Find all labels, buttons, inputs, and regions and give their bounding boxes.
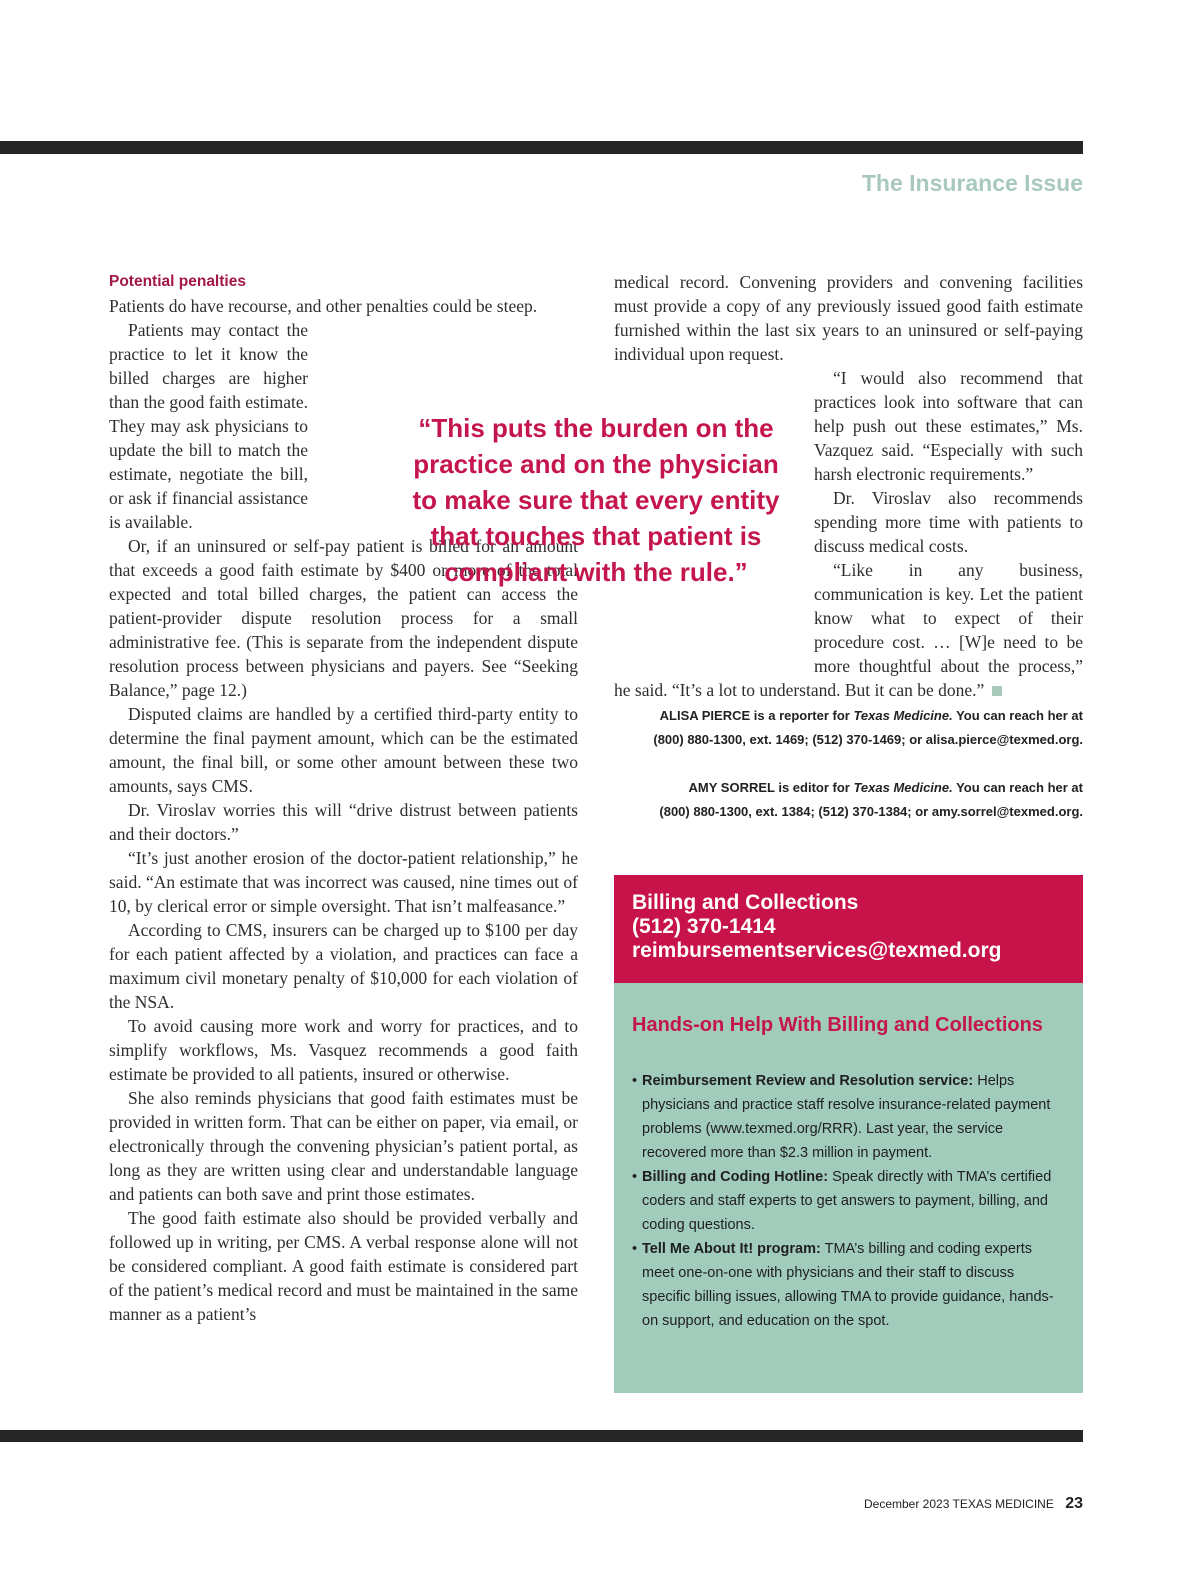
author-name: AMY SORREL [688, 780, 775, 795]
contact-email: reimbursementservices@texmed.org [632, 939, 1002, 962]
paragraph: medical record. Convening providers and convening facilities must provide a copy of any previously issued good faith estimate furnished within the last six years to an uninsured or self-paying individual upon request. [614, 272, 1083, 364]
paragraph: Dr. Viroslav worries this will “drive distrust between patients and their doctors.” [109, 800, 578, 844]
issue-date: December 2023 [863, 1497, 950, 1511]
author-bio: AMY SORREL is editor for Texas Medicine. You can reach her at (800) 880-1300, ext. 1384; (512) 370-1384; or amy.sorrel@texmed.org. [659, 776, 1083, 824]
billing-contact-box [614, 875, 1083, 983]
page-footer [864, 1495, 1083, 1513]
help-list [632, 1069, 1065, 1333]
author-contact: (800) 880-1300, ext. 1384; (512) 370-1384; or amy.sorrel@texmed.org. [659, 804, 1083, 819]
paragraph: Patients may contact the practice to let it know the billed charges are higher than the good faith estimate. They may ask physicians to update the bill to match the estimate, negotiate the bill, or ask if financial assistance is available. [109, 318, 578, 534]
paragraph: Dr. Viroslav also recommends spending more time with patients to discuss medical costs. [814, 488, 1083, 556]
help-title: Hands-on Help With Billing and Collections [632, 1014, 1043, 1036]
paragraph: The good faith estimate also should be provided verbally and followed up in writing, per CMS. A verbal response alone will not be considered compliant. A good faith estimate is considered part of the patient’s medical record and must be maintained in the same manner as a patient’s [109, 1208, 578, 1324]
list-item: • Reimbursement Review and Resolution service: Helps physicians and practice staff resolve insurance-related payment problems (www.texmed.org/RRR). Last year, the service recovered more than $2.3 million in payment. [632, 1069, 1065, 1165]
section-label: The Insurance Issue [861, 170, 1083, 196]
list-item: • Billing and Coding Hotline: Speak directly with TMA’s certified coders and staff experts to get answers to payment, billing, and coding questions. [632, 1165, 1065, 1237]
list-item: • Tell Me About It! program: TMA’s billing and coding experts meet one-on-one with physicians and their staff to discuss specific billing issues, allowing TMA to provide guidance, hands-on support, and education on the spot. [632, 1237, 1065, 1333]
end-mark-icon [992, 686, 1002, 696]
subhead: Potential penalties [109, 273, 246, 290]
pull-quote: “This puts the burden on the practice and on the physician to make sure that every entity that touches that patient is compliant with the rule.” [412, 413, 780, 587]
paragraph: Disputed claims are handled by a certified third-party entity to determine the final payment amount, which can be the estimated amount, the final bill, or some other amount between these two amounts, says CMS. [109, 704, 578, 796]
author-bio: ALISA PIERCE is a reporter for Texas Medicine. You can reach her at (800) 880-1300, ext. 1469; (512) 370-1469; or alisa.pierce@texmed.org. [653, 704, 1083, 752]
bullet-icon: • [632, 1241, 638, 1257]
help-sidebar [614, 983, 1083, 1393]
contact-title: Billing and Collections [632, 891, 859, 914]
bullet-icon: • [632, 1169, 638, 1185]
author-contact: (800) 880-1300, ext. 1469; (512) 370-1469; or alisa.pierce@texmed.org. [653, 732, 1083, 747]
page-number: 23 [1065, 1495, 1083, 1512]
paragraph: Or, if an uninsured or self-pay patient is billed for an amount that exceeds a good faith estimate by $400 or more of the total expected and total billed charges, the patient can access the patient-provider dispute resolution process for a small administrative fee. (This is separate from the independent dispute resolution process between physicians and payers. See “Seeking Balance,” page 12.) [109, 536, 578, 700]
top-divider-bar [0, 141, 1083, 154]
publication-name: TEXAS MEDICINE [952, 1497, 1054, 1511]
paragraph: “Like in any business, communication is key. Let the patient know what to expect of their procedure cost. … [W]e need to be more thoughtful about the process,” he said. “It’s a lot to understand. But it can be done.” [614, 560, 1083, 700]
contact-phone: (512) 370-1414 [632, 915, 776, 938]
paragraph: “It’s just another erosion of the doctor-patient relationship,” he said. “An estimate that was incorrect was caused, nine times out of 10, by clerical error or simple oversight. That isn’t malfeasance.” [109, 848, 578, 916]
bottom-divider-bar [0, 1430, 1083, 1442]
paragraph: She also reminds physicians that good faith estimates must be provided in written form. That can be either on paper, via email, or electronically through the convening physician’s patient portal, as long as they are written using clear and understandable language and patients can both save and print those estimates. [109, 1088, 578, 1204]
bullet-icon: • [632, 1073, 638, 1089]
author-name: ALISA PIERCE [659, 708, 751, 723]
paragraph: “I would also recommend that practices look into software that can help push out these estimates,” Ms. Vazquez said. “Especially with such harsh electronic requirements.” [614, 366, 1083, 486]
paragraph: To avoid causing more work and worry for practices, and to simplify workflows, Ms. Vasquez recommends a good faith estimate be provided to all patients, insured or otherwise. [109, 1016, 578, 1084]
paragraph: According to CMS, insurers can be charged up to $100 per day for each patient affected by a violation, and practices can face a maximum civil monetary penalty of $10,000 for each violation of the NSA. [109, 920, 578, 1012]
paragraph: Patients do have recourse, and other penalties could be steep. [109, 296, 538, 316]
